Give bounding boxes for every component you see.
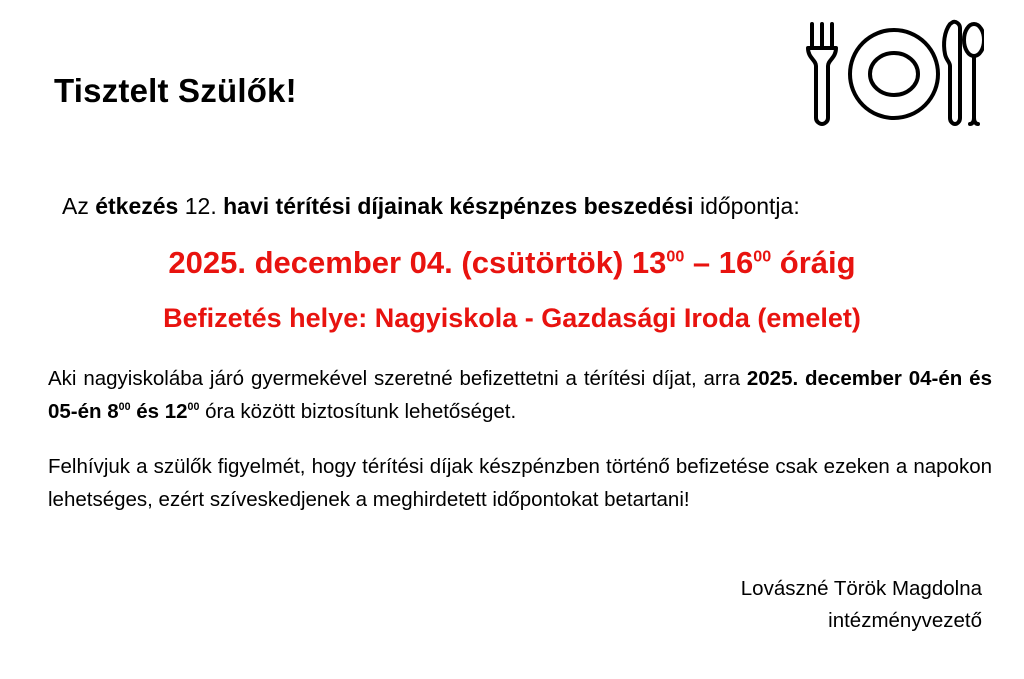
intro-part1: Az — [62, 193, 96, 219]
payment-date-sup-1: 00 — [666, 247, 685, 266]
signature-name: Lovászné Török Magdolna — [740, 577, 982, 600]
payment-date-line — [0, 245, 1024, 281]
intro-bold2: havi térítési díjainak készpénzes beszedési — [223, 193, 694, 219]
paragraph-alternative-dates — [48, 362, 992, 428]
paragraph-notice: Felhívjuk a szülők figyelmét, hogy térítési díjak készpénzben történő befizetése csak ezeken a napokon lehetséges, ezért szíveskedjenek a meghirdetett időpontokat betartani! — [48, 455, 992, 512]
para1-text2: óra között biztosítunk lehetőséget. — [199, 400, 517, 424]
payment-date-text-c: óráig — [771, 245, 856, 280]
payment-date-text-b: – 16 — [684, 245, 754, 280]
signature-role: intézményvezető — [828, 609, 982, 632]
intro-line — [62, 192, 962, 222]
intro-part3: időpontja: — [693, 193, 800, 219]
intro-bold1: étkezés — [95, 193, 179, 219]
para1-text1: Aki nagyiskolába járó gyermekével szeretné befizettetni a térítési díjat, arra — [48, 367, 747, 390]
page-title: Tisztelt Szülők! — [54, 72, 297, 109]
intro-part2: 12. — [178, 193, 224, 219]
para1-sup-1: 00 — [118, 401, 131, 414]
para1-bold1: 2025. december 04-én és 05-én 8 — [48, 367, 992, 424]
payment-date-sup-2: 00 — [753, 247, 772, 266]
para1-sup-2: 00 — [187, 401, 200, 414]
payment-date-text-a: 2025. december 04. (csütörtök) 13 — [168, 245, 667, 280]
payment-location-line: Befizetés helye: Nagyiskola - Gazdasági Iroda (emelet) — [163, 303, 861, 333]
cutlery-plate-icon — [794, 18, 984, 128]
para1-bold2: és 12 — [130, 400, 188, 424]
